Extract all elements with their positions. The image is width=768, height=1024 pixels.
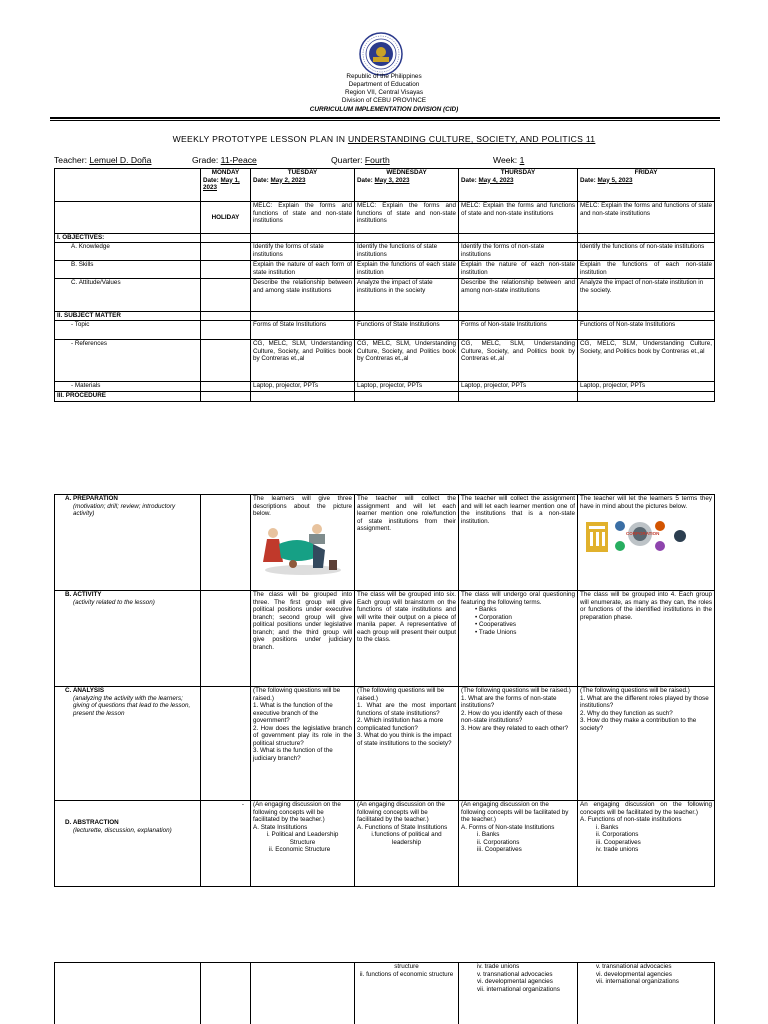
- preparation-label-cell: [55, 495, 201, 591]
- table-cell: [55, 963, 201, 1024]
- header-republic: Republic of the Philippines: [346, 73, 422, 80]
- list-item: • Trade Unions: [475, 629, 575, 637]
- table-row: [55, 382, 715, 392]
- activity-sub: (activity related to the lesson): [73, 598, 155, 606]
- skills-tuesday: Explain the nature of each form of state institution: [251, 261, 355, 279]
- activity-friday: The class will be grouped into 4. Each group will enumerate, as many as they can, the roles or functions of the identified institutions in the preparation phase.: [578, 591, 715, 687]
- header-cid: CURRICULUM IMPLEMENTATION DIVISION (CID): [309, 106, 459, 113]
- analysis-friday: (The following questions will be raised.) 1. What are the different roles played by those institutions? 2. Why do they function as such? 3. How do they make a contribution to the society?: [578, 687, 715, 801]
- preparation-friday: The teacher will let the learners 5 terms they have in mind about the pictures below. CORPORATION: [578, 495, 715, 591]
- week-info: Week: 1: [493, 155, 525, 165]
- melc-thursday: MELC: Explain the forms and functions of state and non-state institutions: [459, 202, 578, 234]
- materials-tuesday: Laptop, projector, PPTs: [251, 382, 355, 392]
- table-cell: [55, 202, 201, 234]
- table-cell: [201, 340, 251, 382]
- lesson-plan-table-3: [54, 962, 715, 1024]
- table-row: [55, 687, 715, 801]
- table-row: [55, 312, 715, 321]
- table-cell: [201, 321, 251, 340]
- table-cell: [251, 963, 355, 1024]
- list-item: • Corporation: [475, 614, 575, 622]
- table-cell: [201, 234, 251, 243]
- analysis-label: C. ANALYSIS: [65, 687, 105, 694]
- activity-label: B. ACTIVITY: [65, 591, 102, 598]
- activity-label-cell: [55, 591, 201, 687]
- abstraction-wednesday: (An engaging discussion on the following concepts will be facilitated by the teacher.) A. Functions of State Institutions i.functions of political and leadership: [355, 801, 459, 887]
- skills-friday: Explain the functions of each non-state institution: [578, 261, 715, 279]
- attitude-wednesday: Analyze the impact of state institutions in the society: [355, 279, 459, 312]
- table-cell: [201, 279, 251, 312]
- attitude-friday: Analyze the impact of non-state institution in the society.: [578, 279, 715, 312]
- table-cell: [578, 312, 715, 321]
- family-illustration: [253, 520, 352, 579]
- topic-friday: Functions of Non-state Institutions: [578, 321, 715, 340]
- abstraction-sub: (lecturette, discussion, explanation): [73, 826, 172, 834]
- table-cell: [201, 392, 251, 402]
- skills-wednesday: Explain the functions of each state institution: [355, 261, 459, 279]
- abstraction-thursday: (An engaging discussion on the following concepts will be facilitated by the teacher.) A. Forms of Non-state Institutions i. Banks ii. Corporations iii. Cooperatives: [459, 801, 578, 887]
- references-thursday: CG, MELC, SLM, Understanding Culture, Society, and Politics book by Contreras et.,al: [459, 340, 578, 382]
- table-cell: [201, 382, 251, 392]
- table-row: [55, 495, 715, 591]
- table-row: [55, 234, 715, 243]
- abstraction-label: D. ABSTRACTION: [65, 819, 119, 826]
- quarter-info: Quarter: Fourth: [331, 155, 390, 165]
- melc-wednesday: MELC: Explain the forms and functions of state and non-state institutions: [355, 202, 459, 234]
- table-row: [55, 963, 715, 1024]
- table-cell: [251, 234, 355, 243]
- abstraction-label-cell: [55, 801, 201, 887]
- table-row: [55, 169, 715, 202]
- table-cell: [201, 591, 251, 687]
- grade-info: Grade: 11-Peace: [192, 155, 257, 165]
- materials-friday: Laptop, projector, PPTs: [578, 382, 715, 392]
- table-cell: [355, 312, 459, 321]
- references-tuesday: CG, MELC, SLM, Understanding Culture, Society, and Politics book by Contreras et.,al: [251, 340, 355, 382]
- table-cell: [201, 312, 251, 321]
- table-cell: [55, 169, 201, 202]
- continuation-thursday: iv. trade unions v. transnational advocacies vi. developmental agencies vii. international organizations: [459, 963, 578, 1024]
- preparation-tuesday: The learners will give three descriptions about the picture below.: [251, 495, 355, 591]
- knowledge-friday: Identify the functions of non-state institutions: [578, 243, 715, 261]
- procedure-heading: III. PROCEDURE: [55, 392, 201, 402]
- analysis-tuesday: (The following questions will be raised.) 1. What is the function of the executive branch of the government? 2. How does the legislative branch of government play its role in the political structure? 3. What is the function of the judiciary branch?: [251, 687, 355, 801]
- skills-thursday: Explain the nature of each non-state institution: [459, 261, 578, 279]
- continuation-wednesday: structure ii. functions of economic structure: [355, 963, 459, 1024]
- table-row: [55, 801, 715, 887]
- attitude-tuesday: Describe the relationship between and among state institutions: [251, 279, 355, 312]
- thursday-header: THURSDAY Date: May 4, 2023: [459, 169, 578, 202]
- list-item: • Cooperatives: [475, 621, 575, 629]
- table-cell: [201, 495, 251, 591]
- friday-header: FRIDAY Date: May 5, 2023: [578, 169, 715, 202]
- attitude-thursday: Describe the relationship between and among non-state institutions: [459, 279, 578, 312]
- header-divider-thin: [50, 120, 720, 121]
- table-row: [55, 340, 715, 382]
- header-division: Division of CEBU PROVINCE: [341, 97, 427, 104]
- holiday-cell: HOLIDAY: [201, 202, 251, 234]
- analysis-label-cell: [55, 687, 201, 801]
- table-row: [55, 243, 715, 261]
- table-cell: [578, 234, 715, 243]
- topic-tuesday: Forms of State Institutions: [251, 321, 355, 340]
- table-cell: [201, 963, 251, 1024]
- table-cell: [251, 312, 355, 321]
- continuation-friday: v. transnational advocacies vi. developmental agencies vii. international organizations: [578, 963, 715, 1024]
- header-region: Region VII, Central Visayas: [344, 89, 424, 96]
- abstraction-friday: An engaging discussion on the following concepts will be facilitated by the teacher.) A. Functions of non-state institutions i. Banks ii. Corporations iii. Cooperatives iv. trade unions: [578, 801, 715, 887]
- table-cell: [355, 392, 459, 402]
- table-cell: [201, 261, 251, 279]
- knowledge-label: A. Knowledge: [55, 243, 201, 261]
- wednesday-header: WEDNESDAY Date: May 3, 2023: [355, 169, 459, 202]
- activity-wednesday: The class will be grouped into six. Each group will brainstorm on the functions of state institutions and will write their output on a piece of manila paper. A representative of each group will present their output to the class.: [355, 591, 459, 687]
- preparation-label: A. PREPARATION: [65, 495, 118, 502]
- topic-wednesday: Functions of State Institutions: [355, 321, 459, 340]
- teacher-info: Teacher: Lemuel D. Doña: [54, 155, 152, 165]
- attitude-label: C. Attitude/Values: [55, 279, 201, 312]
- analysis-sub: (analyzing the activity with the learners; giving of questions that lead to the lesson, present the lesson: [73, 694, 191, 717]
- table-row: [55, 261, 715, 279]
- analysis-thursday: (The following questions will be raised.) 1. What are the forms of non-state institutions? 2. How do you identify each of these non-state institutions? 3. How are they related to each other?: [459, 687, 578, 801]
- references-friday: CG, MELC, SLM, Understanding Culture, Society, and Politics book by Contreras et.,al: [578, 340, 715, 382]
- header-department: Department of Education: [348, 81, 420, 88]
- table-row: [55, 279, 715, 312]
- table-row: [55, 321, 715, 340]
- lesson-plan-table-2: [54, 494, 715, 887]
- table-row: [55, 392, 715, 402]
- table-cell: [459, 392, 578, 402]
- monday-header: MONDAY Date: May 1, 2023: [201, 169, 251, 202]
- table-cell: [201, 243, 251, 261]
- preparation-sub: (motivation; drill; review; introductory activity): [73, 502, 176, 517]
- activity-thursday-list: [461, 606, 575, 636]
- knowledge-thursday: Identify the forms of non-state institutions: [459, 243, 578, 261]
- preparation-thursday: The teacher will collect the assignment and will let each learner mention one of the institutions that is a non-state institution.: [459, 495, 578, 591]
- activity-tuesday: The class will be grouped into three. The first group will give political positions under executive branch; second group will give political positions under legislative branch; and the third group will give positions under judiciary branch.: [251, 591, 355, 687]
- lesson-plan-table-1: [54, 168, 715, 402]
- references-wednesday: CG, MELC, SLM, Understanding Culture, Society, and Politics book by Contreras et.,al: [355, 340, 459, 382]
- deped-seal: [359, 32, 403, 76]
- topic-thursday: Forms of Non-state Institutions: [459, 321, 578, 340]
- materials-thursday: Laptop, projector, PPTs: [459, 382, 578, 392]
- materials-label: - Materials: [55, 382, 201, 392]
- institutions-illustration: [580, 512, 700, 572]
- table-cell: [459, 312, 578, 321]
- topic-label: - Topic: [55, 321, 201, 340]
- tuesday-header: TUESDAY Date: May 2, 2023: [251, 169, 355, 202]
- table-row: [55, 202, 715, 234]
- preparation-wednesday: The teacher will collect the assignment and will let each learner mention one role/function of state institutions from their assignment.: [355, 495, 459, 591]
- activity-thursday: The class will undergo oral questioning featuring the following terms. • Banks • Corporation • Cooperatives • Trade Unions: [459, 591, 578, 687]
- melc-friday: MELC: Explain the forms and functions of state and non-state institutions: [578, 202, 715, 234]
- header-divider: [50, 117, 720, 119]
- table-cell: [251, 392, 355, 402]
- table-cell: [201, 687, 251, 801]
- table-cell: [578, 392, 715, 402]
- table-row: [55, 591, 715, 687]
- skills-label: B. Skills: [55, 261, 201, 279]
- subject-matter-heading: II. SUBJECT MATTER: [55, 312, 201, 321]
- table-cell: [459, 234, 578, 243]
- melc-tuesday: MELC: Explain the forms and functions of state and non-state institutions: [251, 202, 355, 234]
- list-item: • Banks: [475, 606, 575, 614]
- abstraction-tuesday: (An engaging discussion on the following concepts will be facilitated by the teacher.) A. State Institutions i. Political and Leadership Structure ii. Economic Structure: [251, 801, 355, 887]
- abstraction-monday: -: [201, 801, 251, 887]
- objectives-heading: I. OBJECTIVES:: [55, 234, 201, 243]
- corporation-label: CORPORATION: [626, 531, 660, 536]
- materials-wednesday: Laptop, projector, PPTs: [355, 382, 459, 392]
- references-label: - References: [55, 340, 201, 382]
- knowledge-tuesday: Identify the forms of state institutions: [251, 243, 355, 261]
- analysis-wednesday: (The following questions will be raised.) 1. What are the most important functions of state institutions? 2. Which institution has a more complicated function? 3. What do you think is the impact of state institutions to the society?: [355, 687, 459, 801]
- table-cell: [355, 234, 459, 243]
- lesson-plan-title: WEEKLY PROTOTYPE LESSON PLAN IN UNDERSTANDING CULTURE, SOCIETY, AND POLITICS 11: [172, 134, 596, 144]
- knowledge-wednesday: Identify the functions of state institutions: [355, 243, 459, 261]
